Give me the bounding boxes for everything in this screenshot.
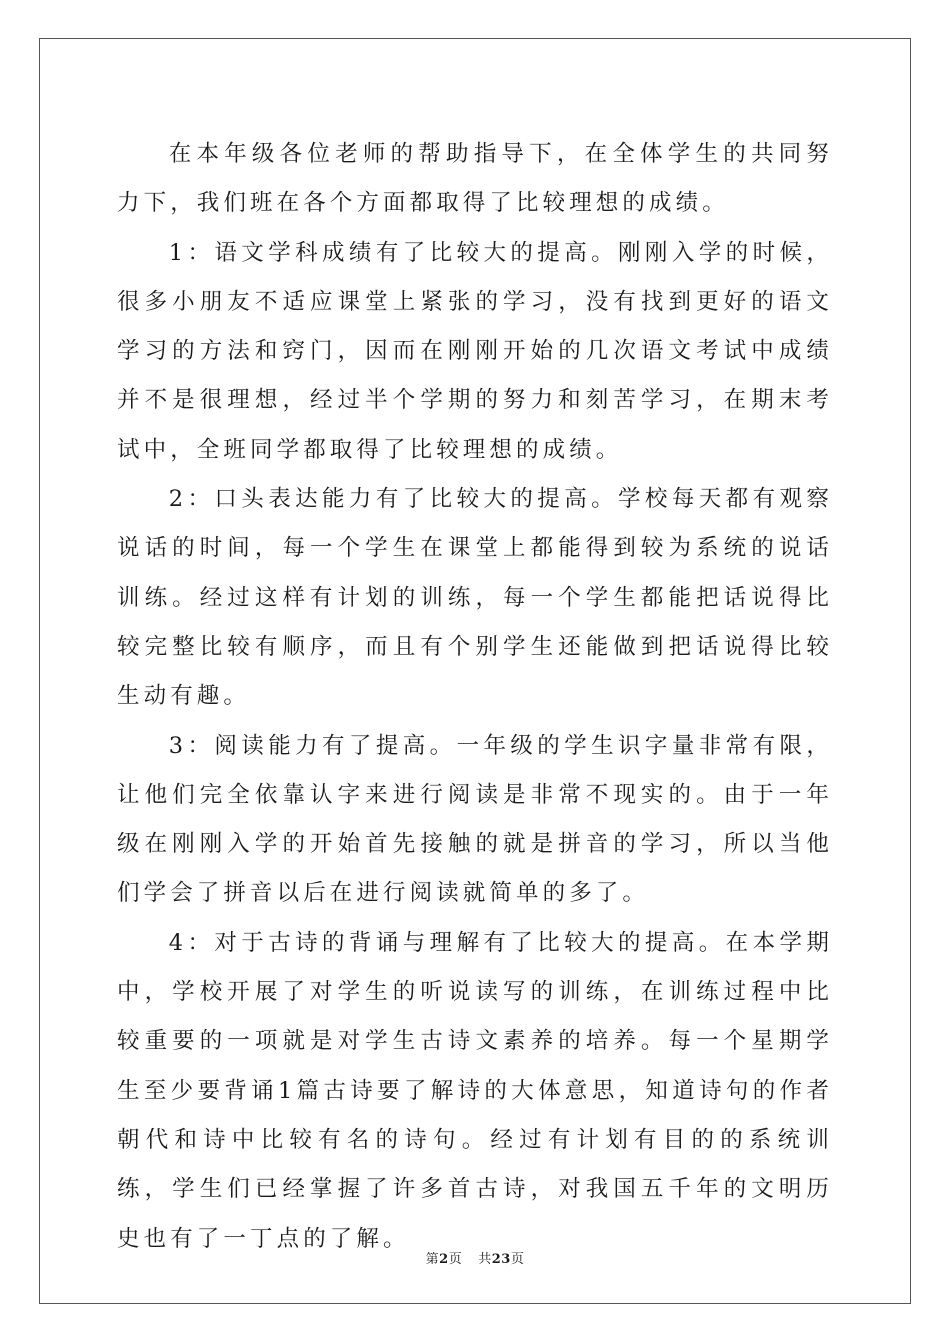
paragraph-oral-expression: 2：口头表达能力有了比较大的提高。学校每天都有观察说话的时间，每一个学生在课堂上都能得到较为系统的说话训练。经过这样有计划的训练，每一个学生都能把话说得比较完整比较有顺序，而且有个别学生还能做到把话说得比较生动有趣。 [117, 486, 833, 710]
paragraph-ancient-poetry: 4：对于古诗的背诵与理解有了比较大的提高。在本学期中，学校开展了对学生的听说读写的训练，在训练过程中比较重要的一项就是对学生古诗文素养的培养。每一个星期学生至少要背诵1篇古诗要了解诗的大体意思，知道诗句的作者朝代和诗中比较有名的诗句。经过有计划有目的的系统训练，学生们已经掌握了许多首古诗，对我国五千年的文明历史也有了一丁点的了解。 [117, 929, 833, 1252]
total-prefix: 共 [478, 1252, 492, 1267]
page-suffix: 页 [448, 1252, 463, 1267]
paragraph-chinese-grades: 1：语文学科成绩有了比较大的提高。刚刚入学的时候，很多小朋友不适应课堂上紧张的学习，没有找到更好的语文学习的方法和窍门，因而在刚刚开始的几次语文考试中成绩并不是很理想，经过半个学期的努力和刻苦学习，在期末考试中，全班同学都取得了比较理想的成绩。 [117, 239, 833, 463]
total-suffix: 页 [510, 1252, 525, 1267]
paragraph-reading-ability: 3：阅读能力有了提高。一年级的学生识字量非常有限，让他们完全依靠认字来进行阅读是非常不现实的。由于一年级在刚刚入学的开始首先接触的就是拼音的学习，所以当他们学会了拼音以后在进行阅读就简单的多了。 [117, 732, 833, 907]
page-footer [0, 1248, 950, 1267]
intro-paragraph: 在本年级各位老师的帮助指导下，在全体学生的共同努力下，我们班在各个方面都取得了比较理想的成绩。 [117, 141, 833, 217]
document-body [117, 130, 833, 1264]
total-pages: 23 [491, 1252, 511, 1267]
page-prefix: 第 [425, 1252, 440, 1267]
page-number: 2 [439, 1252, 449, 1267]
